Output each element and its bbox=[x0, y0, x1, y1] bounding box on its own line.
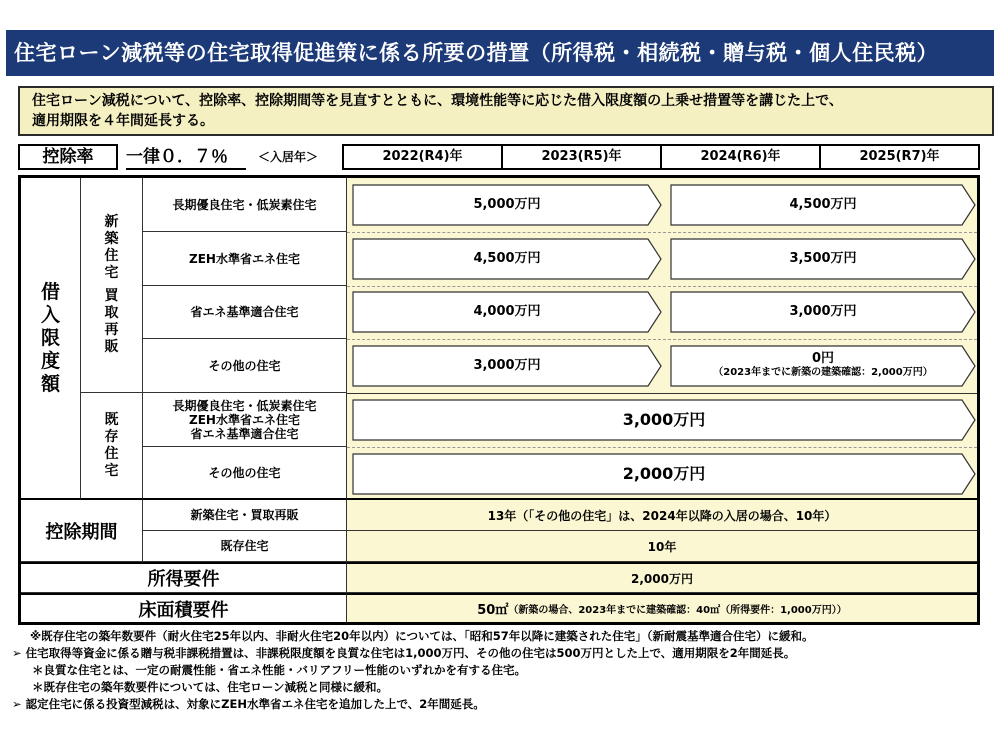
arrow-existing-other: 2,000万円 bbox=[352, 453, 976, 495]
row-label-existing-certified: 長期優良住宅・低炭素住宅 ZEH水準省エネ住宅 省エネ基準適合住宅 bbox=[143, 393, 347, 447]
arrow-other-r6r7: 0円 （2023年までに新築の建築確認：2,000万円） bbox=[670, 345, 976, 387]
borrowing-limit-label: 借 入 限 度 額 bbox=[21, 178, 81, 500]
year-header-2023: 2023(R5)年 bbox=[501, 144, 662, 170]
footnote-gift-tax: ➢ 住宅取得等資金に係る贈与税非課税措置は、非課税限度額を良質な住宅は1,000万円、その他の住宅は500万円とした上で、適用期限を2年間延長。 bbox=[12, 646, 796, 660]
new-housing-label: 新 築 住 宅 買 取 再 販 bbox=[81, 178, 143, 393]
year-header-2022: 2022(R4)年 bbox=[342, 144, 503, 170]
arrow-zeh-r4r5: 4,500万円 bbox=[352, 238, 662, 280]
income-requirement-value: 2,000万円 bbox=[347, 562, 977, 593]
measures-table bbox=[18, 175, 980, 625]
footnotes bbox=[12, 628, 992, 713]
row-label-long-term: 長期優良住宅・低炭素住宅 bbox=[143, 178, 347, 232]
footnote-age-relaxed: ＊既存住宅の築年数要件については、住宅ローン減税と同様に緩和。 bbox=[32, 680, 389, 694]
bullet-arrow-icon: ➢ bbox=[12, 646, 22, 660]
summary-box bbox=[18, 86, 994, 136]
row-label-other: その他の住宅 bbox=[143, 339, 347, 393]
arrow-energy-saving-r6r7: 3,000万円 bbox=[670, 291, 976, 333]
bullet-arrow-icon: ➢ bbox=[12, 697, 22, 711]
arrow-other-r4r5: 3,000万円 bbox=[352, 345, 662, 387]
arrow-energy-saving-r4r5: 4,000万円 bbox=[352, 291, 662, 333]
year-header-2025: 2025(R7)年 bbox=[819, 144, 980, 170]
deduction-rate-row bbox=[18, 144, 980, 170]
arrow-long-term-r4r5: 5,000万円 bbox=[352, 184, 662, 226]
footnote-investment-tax: ➢ 認定住宅に係る投資型減税は、対象にZEH水準省エネ住宅を追加した上で、2年間延長。 bbox=[12, 697, 485, 711]
period-row-label-existing: 既存住宅 bbox=[143, 531, 347, 562]
income-requirement-label: 所得要件 bbox=[21, 562, 347, 593]
period-value-new: 13年（「その他の住宅」は、2024年以降の入居の場合、10年） bbox=[347, 500, 977, 531]
footnote-existing-age: ※既存住宅の築年数要件（耐火住宅25年以内、非耐火住宅20年以内）については、「昭和57年以降に建築された住宅」（新耐震基準適合住宅）に緩和。 bbox=[30, 629, 814, 643]
floor-area-label: 床面積要件 bbox=[21, 593, 347, 622]
summary-line-1: 住宅ローン減税について、控除率、控除期間等を見直すとともに、環境性能等に応じた借入限度額の上乗せ措置等を講じた上で、 bbox=[32, 93, 843, 109]
deduction-rate-label: 控除率 bbox=[18, 144, 118, 170]
deduction-period-label: 控除期間 bbox=[21, 500, 143, 562]
year-header-2024: 2024(R6)年 bbox=[660, 144, 821, 170]
footnote-quality-housing: ＊良質な住宅とは、一定の耐震性能・省エネ性能・バリアフリー性能のいずれかを有する住宅。 bbox=[32, 663, 527, 677]
move-in-year-label: ＜入居年＞ bbox=[258, 150, 319, 164]
page-title: 住宅ローン減税等の住宅取得促進策に係る所要の措置（所得税・相続税・贈与税・個人住民税） bbox=[6, 30, 994, 76]
existing-housing-label: 既 存 住 宅 bbox=[81, 393, 143, 500]
deduction-rate-value: 一律０．７％ bbox=[126, 144, 246, 170]
floor-area-value: 50㎡ （新築の場合、2023年までに建築確認：40㎡（所得要件：1,000万円）） bbox=[347, 593, 977, 622]
arrow-zeh-r6r7: 3,500万円 bbox=[670, 238, 976, 280]
row-label-energy-saving: 省エネ基準適合住宅 bbox=[143, 286, 347, 339]
arrow-long-term-r6r7: 4,500万円 bbox=[670, 184, 976, 226]
row-label-zeh: ZEH水準省エネ住宅 bbox=[143, 232, 347, 286]
period-value-existing: 10年 bbox=[347, 531, 977, 562]
summary-line-2: 適用期限を４年間延長する。 bbox=[32, 113, 214, 129]
row-label-existing-other: その他の住宅 bbox=[143, 447, 347, 500]
arrow-existing-certified: 3,000万円 bbox=[352, 399, 976, 441]
period-row-label-new: 新築住宅・買取再販 bbox=[143, 500, 347, 531]
